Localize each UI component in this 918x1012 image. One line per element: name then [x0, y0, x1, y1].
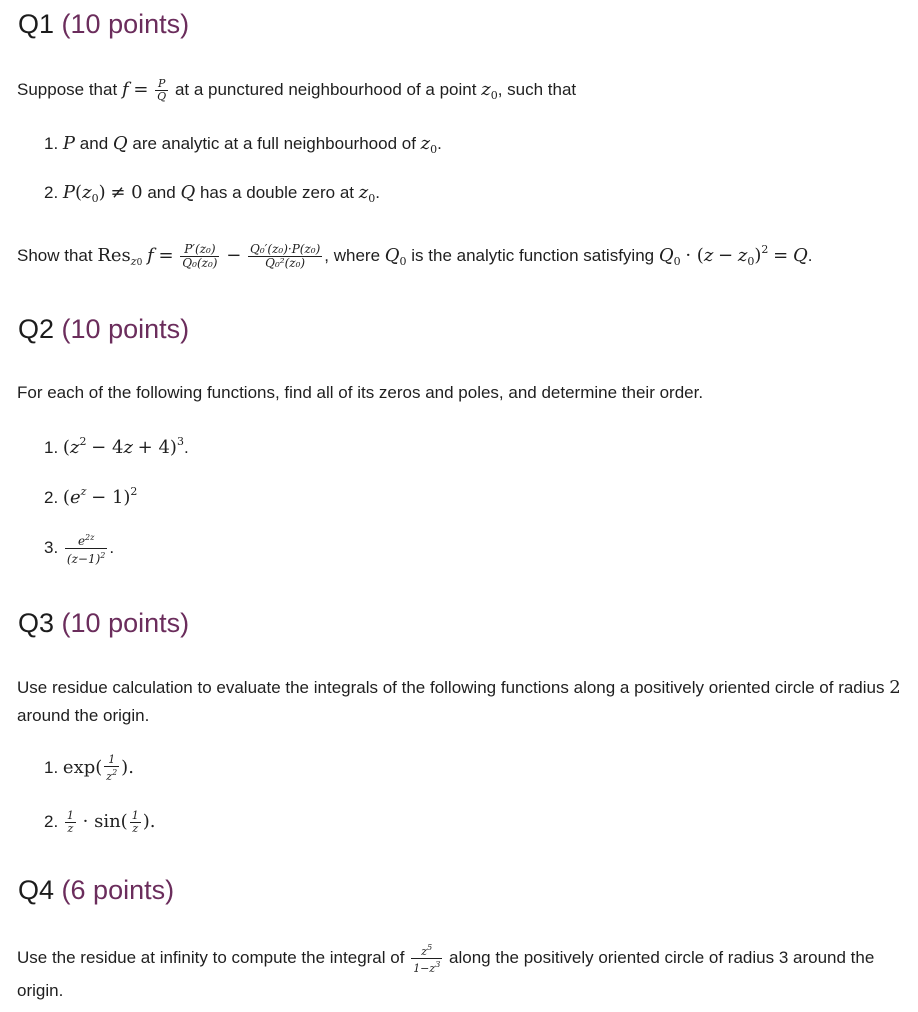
q4-heading [18, 874, 174, 906]
q3-list-number-1: 1. [44, 758, 59, 777]
q1-label: Q1 [18, 9, 55, 39]
q1-list-item-1: 1. P and Q are analytic at a full neighbourhood of $z_0$. [44, 133, 442, 156]
q1-heading [18, 8, 189, 40]
q3-intro [17, 674, 902, 730]
q1-frac-q0prime-p-q0sq: $\frac{\text{Q₀′(z₀)·P(z₀)}}{\text{Q₀²(z₀)}}$ [250, 242, 321, 271]
q4-intro-b: along the positively oriented circle of radius 3 around the origin. [17, 948, 875, 1001]
q1-list-number-1: 1. [44, 134, 59, 153]
q2-points: (10 points) [61, 314, 190, 344]
q2-list-number-3: 3. [44, 537, 59, 557]
q3-frac-1-over-z-a: $\frac{1}{z}$ [66, 809, 74, 836]
q4-intro-a: Use the residue at infinity to compute the integral of [17, 948, 405, 967]
q1-intro-prefix: Suppose that [17, 80, 118, 99]
q2-heading [18, 313, 189, 345]
q2-list-item-2: 2. $(e^z - 1)^2$ [44, 485, 138, 508]
q1-item1-and: and [79, 134, 109, 153]
q3-list-number-2: 2. [44, 812, 59, 831]
q2-list-item-3: 3. $\frac{e^{2z}}{(z-1)^2}$ . [44, 533, 115, 566]
q1-intro-suffix: , such that [497, 80, 577, 99]
q3-frac-1-over-zsq: $\frac{1}{z^2}$ [106, 753, 118, 784]
q1-list-item-2: 2. $P(z_0) \ne 0$ and Q has a double zero at $z_0$. [44, 182, 380, 205]
q4-frac-z5-over-1minusz3: $\frac{z^5}{1-z^3}$ [413, 943, 441, 976]
q1-show-rest: is the analytic function satisfying [411, 246, 655, 265]
q1-points: (10 points) [61, 9, 190, 39]
q3-list-item-1: 1. exp( $\frac{1}{z^2}$ ). [44, 753, 134, 784]
q4-points: (6 points) [61, 875, 175, 905]
q1-show-where: , where [324, 246, 381, 265]
q3-radius: 2 [889, 677, 901, 698]
q3-intro-b: around the origin. [17, 706, 150, 725]
q1-item1-text: are analytic at a full neighbourhood of [132, 134, 416, 153]
q3-list-item-2: 2. $\frac{1}{z}$ · sin( $\frac{1}{z}$ ). [44, 809, 156, 836]
q1-frac-pprime-q0: $\frac{\text{P′(z₀)}}{\text{Q₀(z₀)}}$ [182, 242, 218, 271]
q3-label: Q3 [18, 608, 55, 638]
q1-frac-p-over-q: $\frac{P}{Q}$ [157, 77, 167, 104]
q1-intro: Suppose that f = $\frac{P}{Q}$ at a punctured neighbourhood of a point $z_0$, such that [17, 77, 577, 104]
q1-item2-and: and [147, 183, 176, 202]
q4-intro [17, 942, 912, 1007]
q1-show-line: Show that Res$_{z0}$ f = $\frac{\text{P′(z₀)}}{\text{Q₀(z₀)}}$ − $\frac{\text{Q₀′(z₀)·P(z₀)}}{\text{Q₀²(z₀)}}$ , where $Q_0$ is the analytic function satisfying $Q_0 \cdot (z - z_0)^2 = Q$. [17, 242, 813, 271]
q2-list-item-1: 1. $(z^2 - 4z + 4)^3$. [44, 435, 189, 458]
q3-intro-a: Use residue calculation to evaluate the integrals of the following functions along a positively oriented circle of radius [17, 678, 885, 697]
q2-label: Q2 [18, 314, 55, 344]
q2-frac-e2z-over-zminus1sq: $\frac{e^{2z}}{(z-1)^2}$ [66, 533, 106, 566]
q2-list-number-1: 1. [44, 438, 59, 457]
q2-list-number-2: 2. [44, 488, 59, 507]
q3-frac-1-over-z-b: $\frac{1}{z}$ [131, 809, 139, 836]
q2-intro: For each of the following functions, find all of its zeros and poles, and determine their order. [17, 383, 704, 402]
q1-item2-text: has a double zero at [199, 183, 354, 202]
q1-intro-middle: at a punctured neighbourhood of a point [174, 80, 477, 99]
q1-list-number-2: 2. [44, 183, 59, 202]
q3-points: (10 points) [61, 608, 190, 638]
q4-label: Q4 [18, 875, 55, 905]
q3-heading [18, 607, 189, 639]
q1-show-prefix: Show that [17, 246, 93, 265]
